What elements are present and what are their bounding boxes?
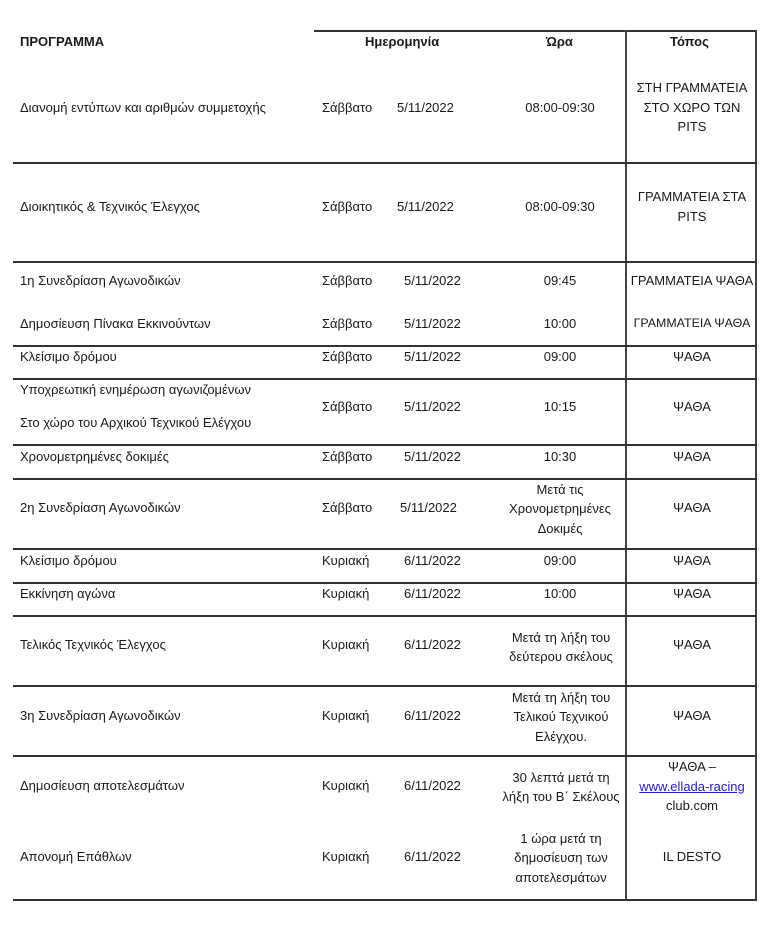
date-cell: 6/11/2022 bbox=[404, 778, 461, 793]
time-cell: 10:15 bbox=[543, 399, 577, 414]
day-cell: Σάββατο bbox=[322, 273, 373, 288]
time-cell: 10:00 bbox=[543, 316, 577, 331]
date-cell: 6/11/2022 bbox=[404, 849, 461, 864]
time-cell: 09:00 bbox=[543, 553, 577, 568]
table-top-border bbox=[314, 30, 757, 32]
day-cell: Σάββατο bbox=[322, 100, 373, 115]
event-cell: Διανομή εντύπων και αριθμών συμμετοχής bbox=[20, 100, 266, 115]
table-bottom-border bbox=[13, 899, 757, 901]
event-cell: Απονομή Επάθλων bbox=[20, 849, 132, 864]
place-cell: ΓΡΑΜΜΑΤΕΙΑ ΨΑΘΑ bbox=[630, 273, 754, 289]
header-date: Ημερομηνία bbox=[365, 34, 440, 49]
time-cell: Μετά τις Χρονομετρημένες Δοκιμές bbox=[509, 481, 611, 536]
date-cell: 5/11/2022 bbox=[404, 399, 461, 414]
place-cell: ΨΑΘΑ bbox=[673, 586, 711, 601]
date-cell: 5/11/2022 bbox=[397, 199, 454, 214]
event-cell: Εκκίνηση αγώνα bbox=[20, 586, 116, 601]
day-cell: Κυριακή bbox=[322, 849, 370, 864]
day-cell: Σάββατο bbox=[322, 449, 373, 464]
time-cell: 10:30 bbox=[543, 449, 577, 464]
time-cell: 08:00-09:30 bbox=[525, 198, 595, 214]
place-cell: IL DESTO bbox=[662, 849, 722, 864]
row-divider bbox=[13, 478, 757, 480]
day-cell: Κυριακή bbox=[322, 778, 370, 793]
event-cell: 2η Συνεδρίαση Αγωνοδικών bbox=[20, 500, 181, 515]
place-cell: ΨΑΘΑ bbox=[673, 500, 711, 515]
day-cell: Σάββατο bbox=[322, 399, 373, 414]
place-cell: ΓΡΑΜΜΑΤΕΙΑ ΣΤΑ PITS bbox=[637, 189, 747, 224]
row-divider bbox=[13, 685, 757, 687]
header-place: Τόπος bbox=[670, 34, 709, 49]
date-cell: 5/11/2022 bbox=[404, 273, 461, 288]
date-cell: 6/11/2022 bbox=[404, 553, 461, 568]
date-cell: 6/11/2022 bbox=[404, 637, 461, 652]
place-cell: ΨΑΘΑ bbox=[673, 637, 711, 652]
event-cell: Κλείσιμο δρόμου bbox=[20, 349, 117, 364]
place-cell: ΨΑΘΑ – bbox=[668, 759, 716, 774]
date-cell: 6/11/2022 bbox=[404, 586, 461, 601]
event-cell: 3η Συνεδρίαση Αγωνοδικών bbox=[20, 708, 181, 723]
event-cell: Χρονομετρημένες δοκιμές bbox=[20, 449, 169, 464]
day-cell: Κυριακή bbox=[322, 708, 370, 723]
event-cell: Υποχρεωτική ενημέρωση αγωνιζομένων bbox=[20, 382, 251, 397]
time-cell: 09:45 bbox=[543, 273, 577, 289]
date-cell: 6/11/2022 bbox=[404, 708, 461, 723]
row-divider bbox=[13, 615, 757, 617]
event-cell-line2: Στο χώρο του Αρχικού Τεχνικού Ελέγχου bbox=[20, 415, 252, 430]
row-divider bbox=[13, 444, 757, 446]
time-cell: Μετά τη λήξη του δεύτερου σκέλους bbox=[509, 629, 613, 664]
place-cell: ΣΤΗ ΓΡΑΜΜΑΤΕΙΑ ΣΤΟ ΧΩΡΟ ΤΩΝ PITS bbox=[636, 80, 748, 135]
place-cell: ΨΑΘΑ bbox=[673, 449, 711, 464]
day-cell: Κυριακή bbox=[322, 637, 370, 652]
time-cell: Μετά τη λήξη του Τελικού Τεχνικού Ελέγχου. bbox=[511, 689, 611, 744]
day-cell: Κυριακή bbox=[322, 553, 370, 568]
date-cell: 5/11/2022 bbox=[397, 100, 454, 115]
date-cell: 5/11/2022 bbox=[404, 316, 461, 331]
place-cell: ΨΑΘΑ bbox=[673, 349, 711, 364]
row-divider bbox=[13, 548, 757, 550]
date-cell: 5/11/2022 bbox=[400, 500, 457, 515]
time-cell: 09:00 bbox=[543, 349, 577, 364]
event-cell: 1η Συνεδρίαση Αγωνοδικών bbox=[20, 273, 181, 288]
event-cell: Διοικητικός & Τεχνικός Έλεγχος bbox=[20, 199, 200, 214]
place-cell: ΨΑΘΑ bbox=[673, 708, 711, 723]
website-link[interactable]: www.ellada-racing bbox=[639, 779, 745, 794]
header-program: ΠΡΟΓΡΑΜΜΑ bbox=[20, 34, 105, 49]
date-cell: 5/11/2022 bbox=[404, 449, 461, 464]
place-cell-suffix: club.com bbox=[665, 798, 719, 813]
day-cell: Σάββατο bbox=[322, 199, 373, 214]
place-cell: ΨΑΘΑ bbox=[673, 553, 711, 568]
date-cell: 5/11/2022 bbox=[404, 349, 461, 364]
day-cell: Κυριακή bbox=[322, 586, 370, 601]
time-cell: 30 λεπτά μετά τη λήξη του Β΄ Σκέλους bbox=[502, 769, 620, 804]
event-cell: Δημοσίευση Πίνακα Εκκινούντων bbox=[20, 316, 211, 331]
day-cell: Σάββατο bbox=[322, 349, 373, 364]
time-cell: 08:00-09:30 bbox=[525, 99, 595, 115]
place-cell: ΓΡΑΜΜΑΤΕΙΑ ΨΑΘΑ bbox=[633, 316, 751, 330]
place-cell: ΨΑΘΑ bbox=[673, 399, 711, 414]
time-cell: 1 ώρα μετά τη δημοσίευση των αποτελεσμάτων bbox=[514, 830, 608, 885]
time-cell: 10:00 bbox=[543, 586, 577, 601]
event-cell: Κλείσιμο δρόμου bbox=[20, 553, 117, 568]
day-cell: Σάββατο bbox=[322, 316, 373, 331]
event-cell: Τελικός Τεχνικός Έλεγχος bbox=[20, 637, 166, 652]
day-cell: Σάββατο bbox=[322, 500, 373, 515]
header-time: Ώρα bbox=[546, 34, 573, 49]
event-cell: Δημοσίευση αποτελεσμάτων bbox=[20, 778, 185, 793]
table-right-border bbox=[755, 30, 757, 901]
